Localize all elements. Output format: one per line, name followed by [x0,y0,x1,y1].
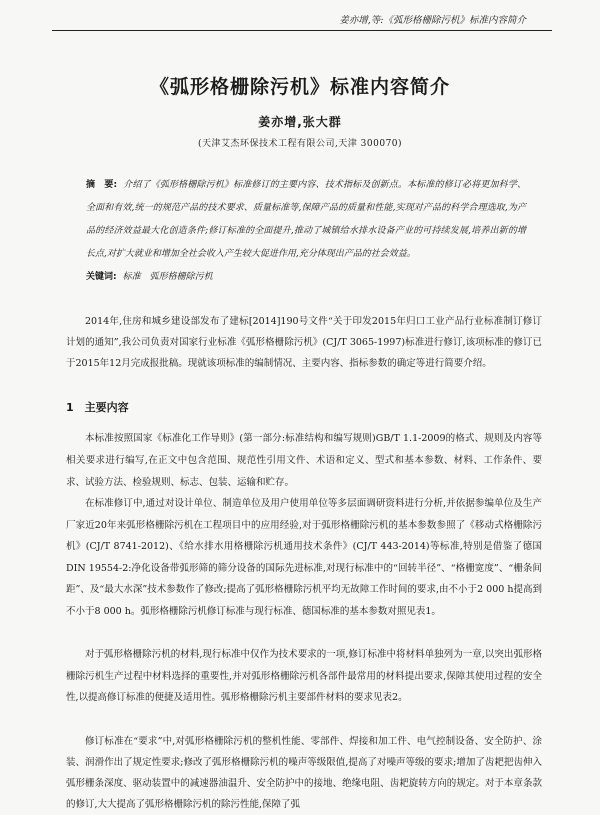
article-authors: 姜亦增,张大群 [258,115,342,129]
paragraph-materials: 对于弧形格栅除污机的材料,现行标准中仅作为技术要求的一项,修订标准中将材料单独列为一章,以突出弧形格栅除污机生产过程中材料选择的重要性,并对弧形格栅除污机各部件最常用的材料提出要求,保障其使用过程的安全性,以提高修订标准的便捷及适用性。弧形格栅除污机主要部件材料的要求见表2。 [66,649,542,704]
paragraph-format: 本标准按照国家《标准化工作导则》(第一部分:标准结构和编写规则)GB/T 1.1-2009的格式、规则及内容等相关要求进行编写,在正文中包含范围、规范性引用文件、术语和定义、型式和基本参数、材料、工作条件、要求、试验方法、检验规则、标志、包装、运输和贮存。 [66,433,542,488]
keywords [86,269,526,282]
section-heading-main-content: 1 主要内容 [66,401,129,414]
paragraph-requirements: 修订标准在“要求”中,对弧形格栅除污机的整机性能、零部件、焊接和加工件、电气控制设备、安全防护、涂装、润滑作出了规定性要求;修改了弧形格栅除污机的噪声等级限值,提高了对噪声等级的要求;增加了齿耙把齿伸入弧形栅条深度、驱动装置中的减速器油温升、安全防护中的接地、绝缘电阻、齿耙旋转方向的规定。对于本章条款的修订,大大提高了弧形格栅除污机的除污性能,保障了弧 [66,736,542,810]
author-affiliation: (天津艾杰环保技术工程有限公司,天津 300070) [197,139,403,149]
intro-paragraph: 2014年,住房和城乡建设部发布了建标[2014]190号文件“关于印发2015年归口工业产品行业标准制订修订计划的通知”,我公司负责对国家行业标准《弧形格栅除污机》(CJ/T 3065-1997)标准进行修订,该项标准的修订已于2015年12月完成报批稿。现就该项标准的编制情况、主要内容、指标参数的确定等进行简要介绍。 [66,316,542,369]
abstract-label: 摘 要: [86,180,118,190]
running-head: 姜亦增,等:《弧形格栅除污机》标准内容简介 [339,15,526,26]
keywords-text: 标准 弧形格栅除污机 [122,272,213,282]
abstract [86,174,526,266]
abstract-text: 介绍了《弧形格栅除污机》标准修订的主要内容、技术指标及创新点。本标准的修订必将更加科学、全面和有效,统一的规范产品的技术要求、质量标准等,保障产品的质量和性能,实现对产品的科学合理选取,为产品的经济效益最大化创造条件;修订标准的全面提升,推动了城镇给水排水设备产业的可持续发展,培养出新的增长点,对扩大就业和增加全社会收入产生较大促进作用,充分体现出产品的社会效益。 [86,180,526,259]
header-rule [52,30,552,31]
article-title: 《弧形格栅除污机》标准内容简介 [149,76,450,98]
keywords-label: 关键词: [86,272,117,282]
paragraph-parameters: 在标准修订中,通过对设计单位、制造单位及用户使用单位等多层面调研资料进行分析,并依据参编单位及生产厂家近20年来弧形格栅除污机在工程项目中的应用经验,对于弧形格栅除污机的基本参数参照了《移动式格栅除污机》(CJ/T 8741-2012)、《给水排水用格栅除污机通用技术条件》(CJ/T 443-2014)等标准,特别是借鉴了德国DIN 19554-2:净化设备带弧形筛的筛分设备的国际先进标准,对现行标准中的“回转半径”、“格栅宽度”、“栅条间距”、及“最大水深”技术参数作了修改;提高了弧形格栅除污机平均无故障工作时间的要求,由不小于2 000 h提高到不小于8 000 h。弧形格栅除污机修订标准与现行标准、德国标准的基本参数对照见表1。 [66,498,542,617]
